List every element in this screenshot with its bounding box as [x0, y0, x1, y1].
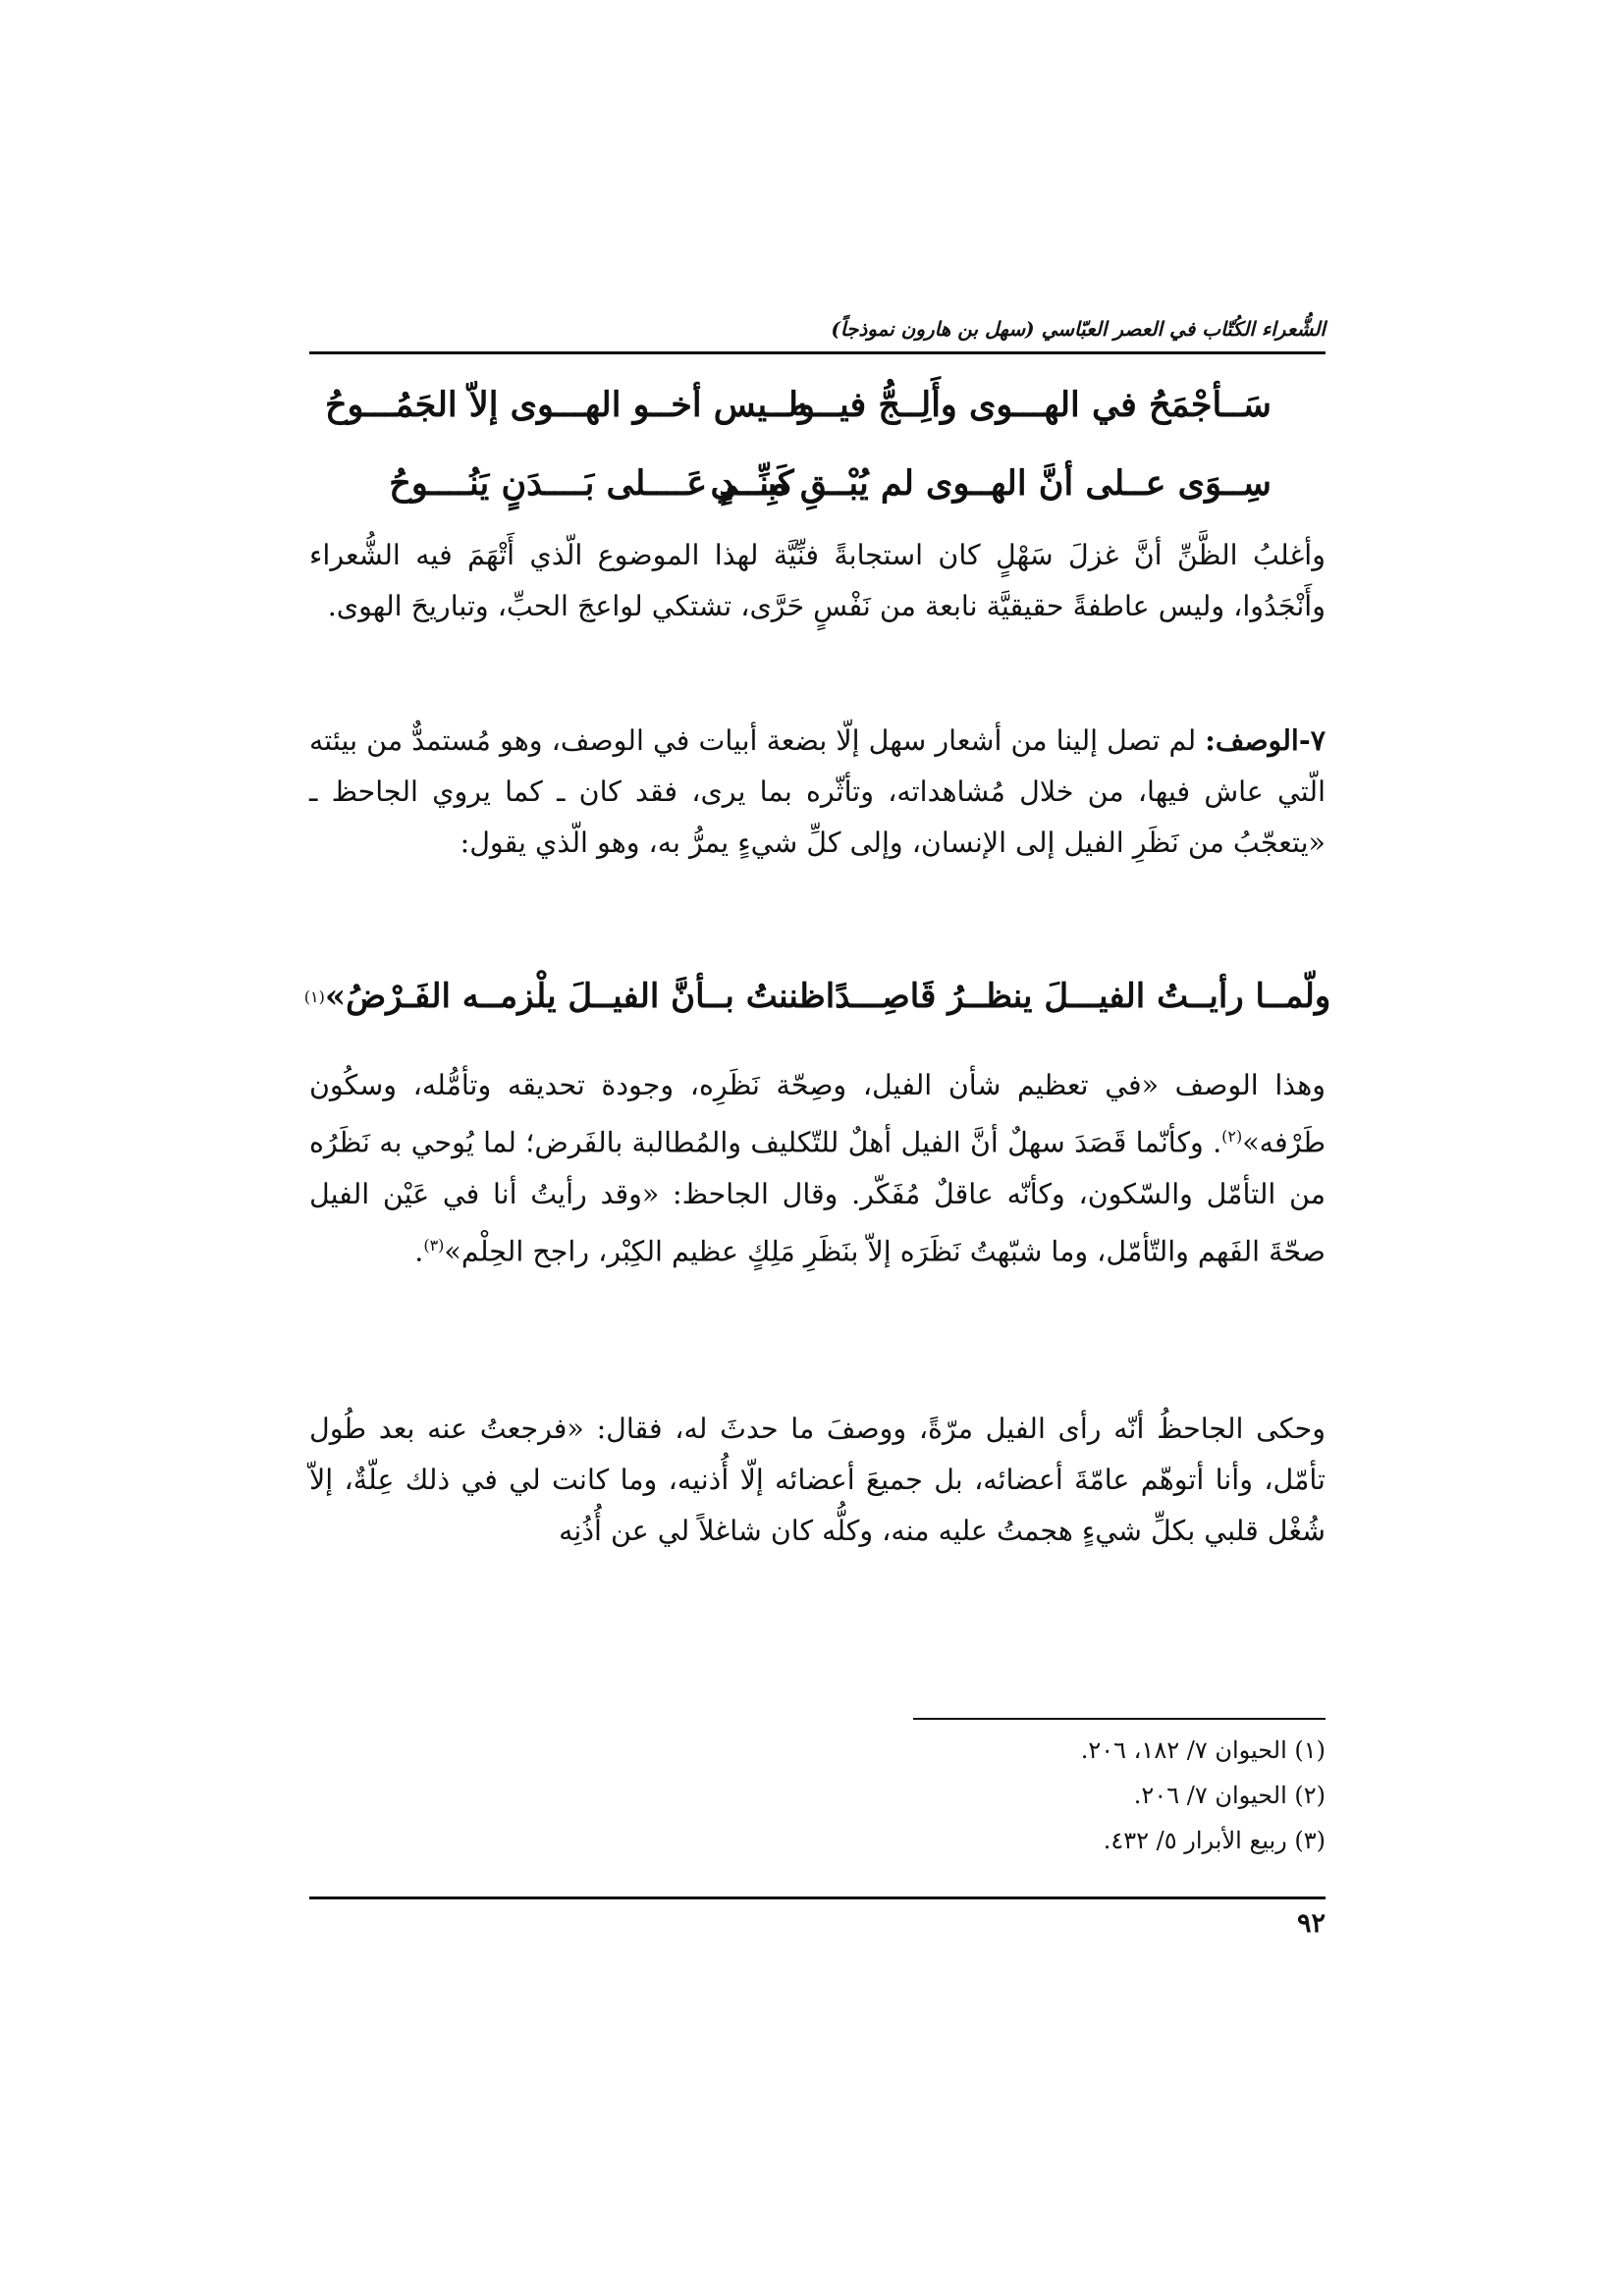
- paragraph-text: وهذا الوصف «في تعظيم شأن الفيل، وصِحّة نَظَرِه، وجودة تحديقه وتأمُّله، وسكُون طَرْفه»: [309, 1069, 1326, 1159]
- verse-block-top: [309, 365, 1326, 522]
- paragraph-description: [309, 715, 1326, 869]
- paragraph-text: . وكأنّما قَصَدَ سهلٌ أنَّ الفيل أهلٌ للتّكليف والمُطالبة بالفَرض؛ لما يُوحي به نَظَرُه من التأمّل والسّكون، وكأنّه عاقلٌ مُفَكّر. وقال الجاحظ: «وقد رأيتُ أنا في عَيْن الفيل صحّةَ الفَهم والتّأمّل، وما شبّهتُ نَظَرَه إلاّ بنَظَرِ مَلِكٍ عظيم الكِبْر، راجح الحِلْم»: [309, 1126, 1326, 1267]
- footnote: (٣) ربيع الأبرار ٥/ ٤٣٢.: [1103, 1827, 1326, 1854]
- book-page: [303, 314, 1331, 1983]
- paragraph-love-poetry: وأغلبُ الظَّنِّ أنَّ غزلَ سَهْلٍ كان استجابةً فنِّيَّة لهذا الموضوع الّذي أَتْهَمَ فيه الشُّعراء وأَنْجَدُوا، وليس عاطفةً حقيقيَّة نابعة من نَفْسٍ حَرَّى، تشتكي لواعجَ الحبِّ، وتباريحَ الهوى.: [309, 539, 1326, 622]
- footnote-ref: (١): [303, 987, 325, 1006]
- paragraph-description-text: لم تصل إلينا من أشعار سهل إلّا بضعة أبيات في الوصف، وهو مُستمدٌّ من بيئته الّتي عاش فيها، من خلال مُشاهداته، وتأثّره بما يرى، فقد كان ـ كما يروي الجاحظ ـ «يتعجّبُ من نَظَرِ الفيل إلى الإنسان، وإلى كلِّ شيءٍ يمرُّ به، وهو الّذي يقول:: [309, 724, 1326, 859]
- header-rule: [309, 351, 1326, 354]
- verse-line: [309, 365, 1326, 444]
- footnote-ref: (٣): [423, 1235, 445, 1255]
- verse-second-hemistich: ولــيس أخــو الهـــوى إلاّ الجَمُـــوحُ: [324, 384, 815, 425]
- verse-second-hemistich: كَبِـــدٍ عَــــلى بَــــدَنٍ يَنُــــوحُ: [389, 462, 794, 504]
- running-header: الشُّعراء الكُتّاب في العصر العبّاسي (سهل بن هارون نموذجاً): [831, 317, 1326, 341]
- paragraph-text: .: [414, 1235, 424, 1267]
- verse-first-hemistich: سِــوَى عــلى أنَّ الهــوى لم يُبْــقِ منِّــي: [710, 462, 1272, 504]
- footnote-separator: [913, 1718, 1326, 1720]
- verse-first-hemistich: ولّمــا رأيــتُ الفيـــلَ ينظــرُ قَاصِـــدًا: [825, 977, 1331, 1016]
- footnote: (٢) الحيوان ٧/ ٢٠٦.: [1133, 1782, 1326, 1809]
- verse-elephant: [303, 957, 1331, 1036]
- verse-first-hemistich: سَــأجْمَحُ في الهـــوى وأَلِــجُّ فيـــه: [790, 384, 1272, 425]
- paragraph-jahiz-story: وحكى الجاحظُ أنّه رأى الفيل مرّةً، ووصفَ ما حدثَ له، فقال: «فرجعتُ عنه بعد طُول تأمّل، وأنا أتوهّم عامّةَ أعضائه، بل جميعَ أعضائه إلّا أُذنيه، وما كانت لي في ذلك عِلّةٌ، إلاّ شُغْل قلبي بكلِّ شيءٍ هجمتُ عليه منه، وكلُّه كان شاغلاً لي عن أُذُنِه: [309, 1413, 1326, 1547]
- section-heading-description: ٧-الوصف:: [1205, 723, 1326, 757]
- footnote-ref: (٢): [1221, 1127, 1243, 1146]
- page-number: ٩٢: [1296, 1908, 1326, 1939]
- verse-line: [309, 444, 1326, 522]
- paragraph-elephant-gaze: [309, 1060, 1326, 1277]
- footnotes: [309, 1728, 1326, 1863]
- footnote: (١) الحيوان ٧/ ١٨٢، ٢٠٦.: [1080, 1736, 1326, 1764]
- bottom-rule: [309, 1896, 1326, 1899]
- verse-second-hemistich: ظننتُ بــأنَّ الفيــلَ يلْزمــه الفَـرْضُ»: [324, 977, 826, 1016]
